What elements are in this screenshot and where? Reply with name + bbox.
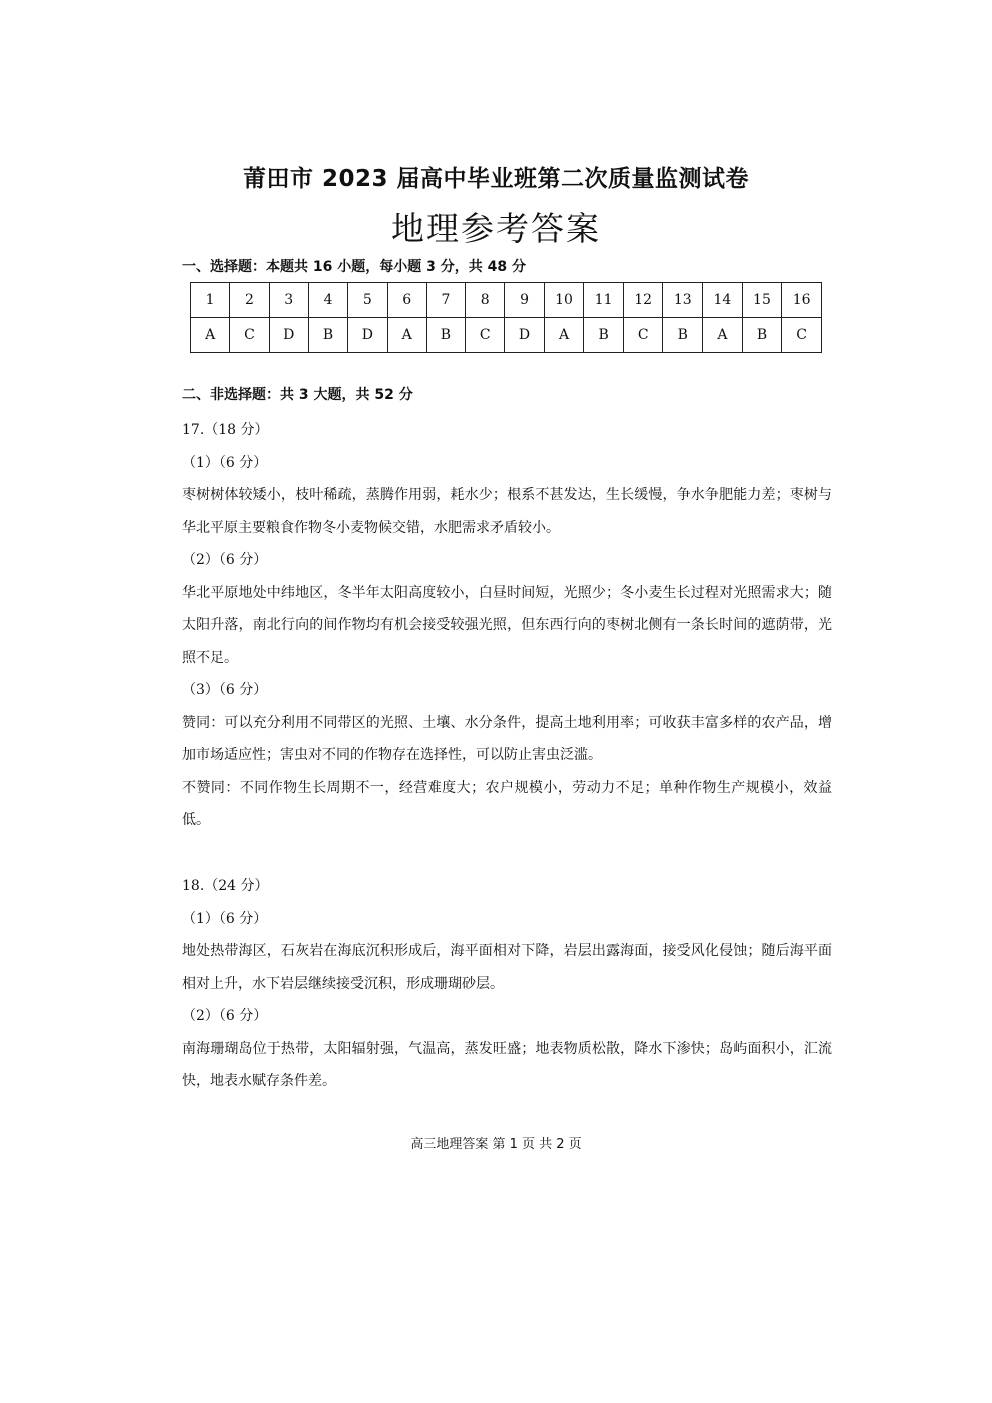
question-number: 6 [387, 283, 426, 318]
question-17-block [182, 414, 832, 837]
q17-part3-answer-agree: 赞同：可以充分利用不同带区的光照、土壤、水分条件，提高土地利用率；可收获丰富多样的农产品，增加市场适应性；害虫对不同的作物存在选择性，可以防止害虫泛滥。 [182, 714, 832, 763]
section2-heading: 二、非选择题：共 3 大题，共 52 分 [182, 387, 413, 403]
answer-letter: D [348, 318, 387, 353]
question-17-title: 17.（18 分） [182, 422, 269, 438]
question-number: 16 [782, 283, 822, 318]
answer-letter: A [544, 318, 584, 353]
question-18-title: 18.（24 分） [182, 878, 269, 894]
question-number: 3 [269, 283, 308, 318]
question-number: 4 [308, 283, 347, 318]
answer-letter: B [308, 318, 347, 353]
question-number: 9 [505, 283, 544, 318]
answer-letter: B [584, 318, 624, 353]
section1-heading: 一、选择题：本题共 16 小题，每小题 3 分，共 48 分 [182, 259, 526, 275]
q18-part2-answer: 南海珊瑚岛位于热带，太阳辐射强，气温高，蒸发旺盛；地表物质松散，降水下渗快；岛屿面积小，汇流快，地表水赋存条件差。 [182, 1040, 832, 1089]
answer-letter: B [426, 318, 465, 353]
question-number: 7 [426, 283, 465, 318]
q18-part2-label: （2）（6 分） [182, 1008, 268, 1024]
answer-table [190, 282, 822, 353]
question-number: 15 [742, 283, 782, 318]
q18-part1-answer: 地处热带海区，石灰岩在海底沉积形成后，海平面相对下降，岩层出露海面，接受风化侵蚀；随后海平面相对上升，水下岩层继续接受沉积，形成珊瑚砂层。 [182, 943, 832, 992]
page-footer: 高三地理答案 第 1 页 共 2 页 [410, 1137, 582, 1152]
answer-row [191, 318, 822, 353]
q17-part2-answer: 华北平原地处中纬地区，冬半年太阳高度较小，白昼时间短，光照少；冬小麦生长过程对光照需求大；随太阳升落，南北行向的间作物均有机会接受较强光照，但东西行向的枣树北侧有一条长时间的遮荫带，光照不足。 [182, 584, 832, 666]
question-number: 1 [191, 283, 230, 318]
question-number: 14 [703, 283, 743, 318]
question-number: 11 [584, 283, 624, 318]
question-number: 10 [544, 283, 584, 318]
q17-part3-label: （3）（6 分） [182, 682, 268, 698]
answer-letter: D [269, 318, 308, 353]
answer-letter: C [466, 318, 505, 353]
question-number: 13 [663, 283, 703, 318]
answer-letter: D [505, 318, 544, 353]
question-number: 12 [623, 283, 663, 318]
q18-part1-label: （1）（6 分） [182, 910, 268, 927]
page-subtitle: 地理参考答案 [391, 209, 601, 248]
page-title: 莆田市 2023 届高中毕业班第二次质量监测试卷 [242, 166, 750, 192]
q17-part1-answer: 枣树树体较矮小，枝叶稀疏，蒸腾作用弱，耗水少；根系不甚发达，生长缓慢，争水争肥能力差；枣树与华北平原主要粮食作物冬小麦物候交错，水肥需求矛盾较小。 [182, 487, 832, 536]
q17-part3-answer-disagree: 不赞同：不同作物生长周期不一，经营难度大；农户规模小，劳动力不足；单种作物生产规模小，效益低。 [182, 779, 832, 828]
answer-letter: B [663, 318, 703, 353]
answer-letter: B [742, 318, 782, 353]
question-number: 5 [348, 283, 387, 318]
question-number-row [191, 283, 822, 318]
answer-letter: A [387, 318, 426, 353]
answer-letter: A [191, 318, 230, 353]
question-18-block [182, 870, 832, 1098]
question-number: 2 [230, 283, 269, 318]
q17-part1-label: （1）（6 分） [182, 454, 268, 471]
question-number: 8 [466, 283, 505, 318]
q17-part2-label: （2）（6 分） [182, 552, 268, 568]
answer-letter: C [623, 318, 663, 353]
answer-letter: C [230, 318, 269, 353]
answer-letter: A [703, 318, 743, 353]
answer-letter: C [782, 318, 822, 353]
